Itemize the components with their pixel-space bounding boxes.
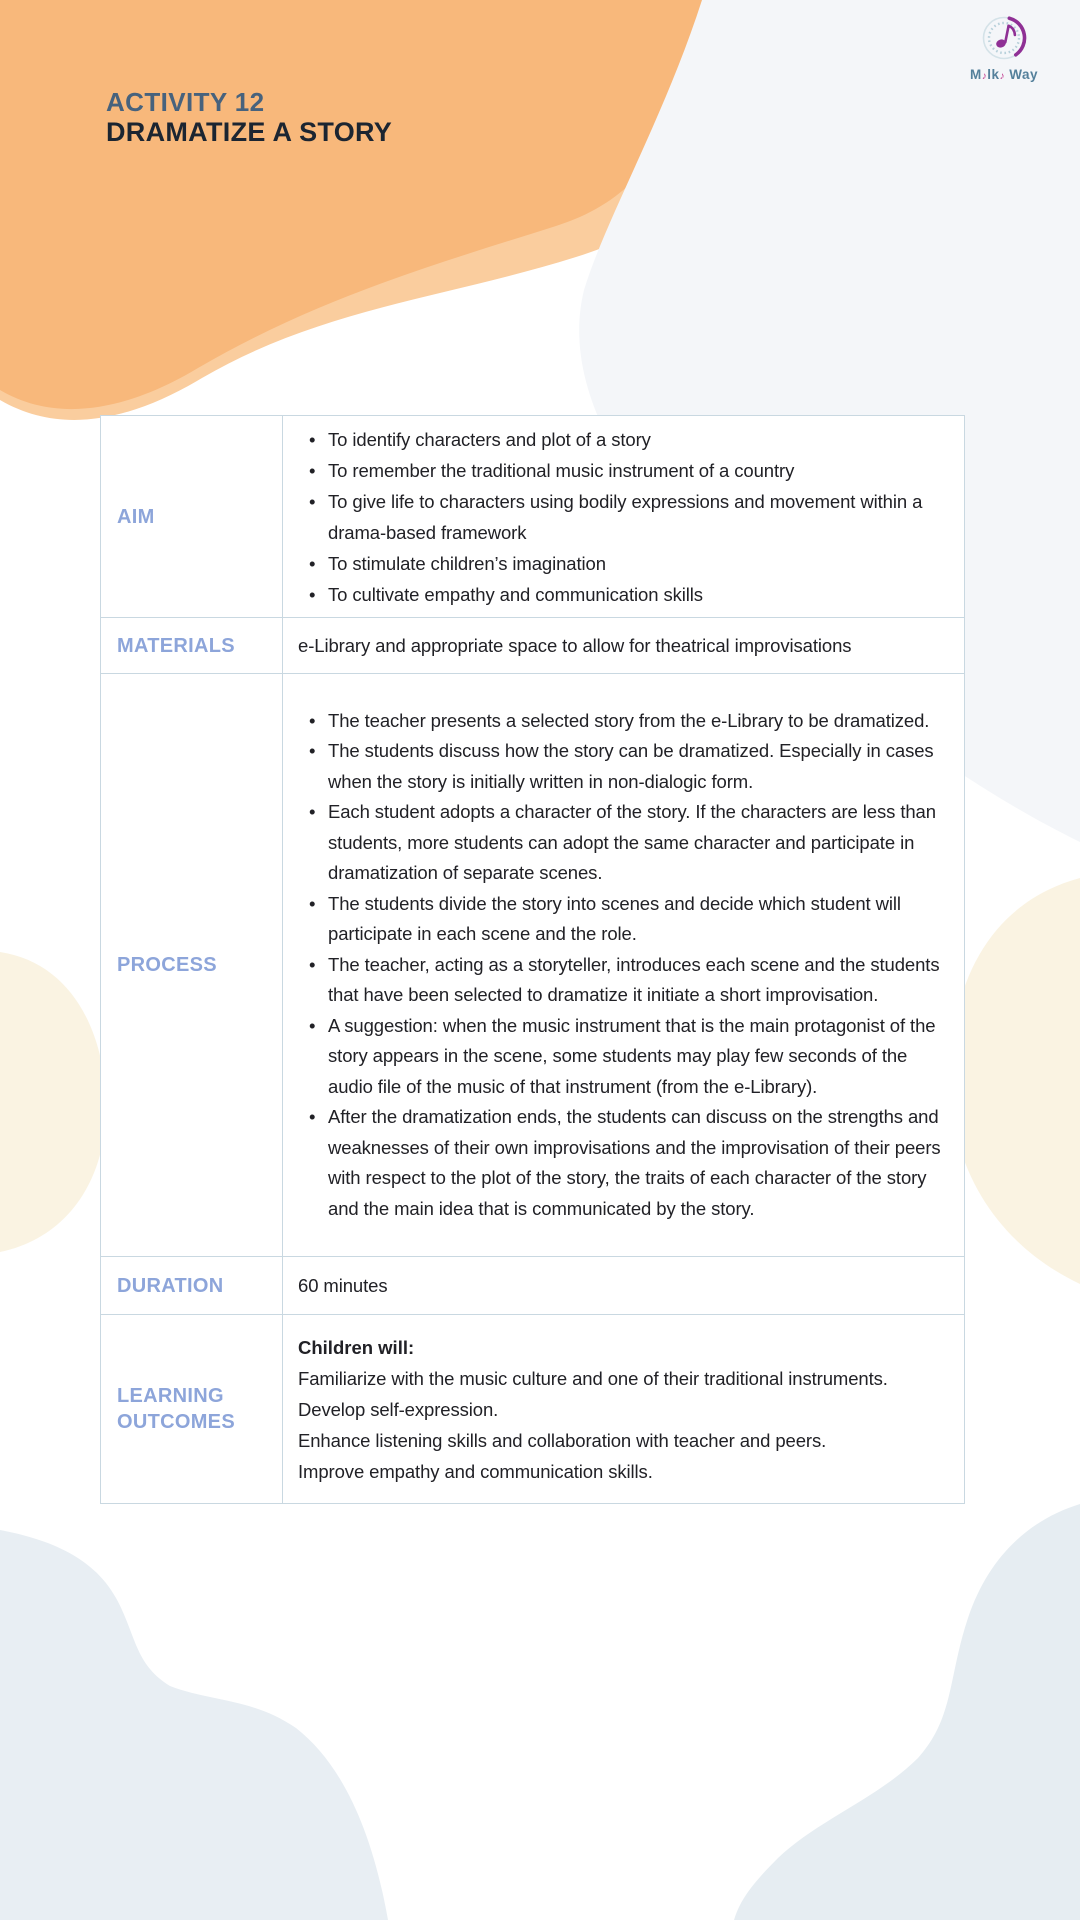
page-title: DRAMATIZE A STORY (106, 117, 393, 147)
duration-text: 60 minutes (298, 1274, 388, 1296)
table-row-aim (101, 416, 964, 617)
outcome-line: Familiarize with the music culture and one of their traditional instruments. (298, 1367, 888, 1389)
brand-text: M (969, 67, 982, 82)
outcome-line: Develop self-expression. (298, 1398, 499, 1420)
music-note-ring-icon (976, 14, 1032, 66)
row-label-duration: DURATION (117, 1274, 224, 1297)
table-row-duration (101, 1256, 964, 1314)
row-content-learning-outcomes (282, 1315, 964, 1503)
table-row-materials (101, 617, 964, 673)
brand-text: lk (987, 67, 1000, 82)
music-note-icon: ♪ (981, 71, 988, 82)
row-content-duration (282, 1257, 964, 1314)
list-item: • The students divide the story into scenes and decide which student will participate in each scene and the role. (298, 889, 950, 950)
header-block (106, 88, 392, 147)
row-content-materials (282, 618, 964, 673)
aim-bullet-list (298, 424, 950, 610)
list-item: • The students discuss how the story can be dramatized. Especially in cases when the story is initially written in non-dialogic form. (298, 736, 950, 797)
brand-text: Way (1005, 67, 1039, 82)
list-item: • The teacher presents a selected story from the e-Library to be dramatized. (298, 706, 950, 737)
row-content-process (282, 674, 964, 1256)
materials-text: e-Library and appropriate space to allow for theatrical improvisations (298, 634, 852, 656)
process-bullet-list (298, 706, 950, 1225)
list-item: • To stimulate children’s imagination (298, 548, 950, 579)
list-item: • To remember the traditional music instrument of a country (298, 455, 950, 486)
list-item: • To identify characters and plot of a story (298, 424, 950, 455)
row-label-aim: AIM (117, 505, 155, 528)
list-item: • The teacher, acting as a storyteller, introduces each scene and the students that have been selected to dramatize it initiate a short improvisation. (298, 950, 950, 1011)
list-item: • To cultivate empathy and communication skills (298, 579, 950, 610)
list-item: • To give life to characters using bodily expressions and movement within a drama-based framework (298, 486, 950, 548)
activity-number-label: ACTIVITY 12 (106, 87, 265, 117)
list-item: • Each student adopts a character of the story. If the characters are less than students, more students can adopt the same character and participate in dramatization of separate scenes. (298, 797, 950, 889)
outcome-line: Enhance listening skills and collaboration with teacher and peers. (298, 1429, 827, 1451)
outcome-line: Improve empathy and communication skills. (298, 1460, 653, 1482)
row-label-materials: MATERIALS (117, 634, 235, 657)
music-note-icon: ♪ (999, 71, 1005, 82)
row-label-learning-outcomes: LEARNING OUTCOMES (117, 1385, 235, 1433)
milky-way-logo (944, 14, 1064, 82)
list-item: • A suggestion: when the music instrument that is the main protagonist of the story appears in the scene, some students may play few seconds of the audio file of the music of that instrument (from the e-Library). (298, 1011, 950, 1103)
row-label-process: PROCESS (117, 954, 217, 976)
outcomes-heading: Children will: (298, 1336, 415, 1358)
brand-name (944, 67, 1064, 82)
table-row-learning-outcomes (101, 1314, 964, 1503)
list-item: • After the dramatization ends, the students can discuss on the strengths and weaknesses of their own improvisations and the improvisation of their peers with respect to the plot of the story, the traits of each character of the story and the main idea that is communicated by the story. (298, 1102, 950, 1224)
row-content-aim (282, 416, 964, 617)
table-row-process (101, 673, 964, 1256)
activity-info-table (100, 415, 965, 1504)
